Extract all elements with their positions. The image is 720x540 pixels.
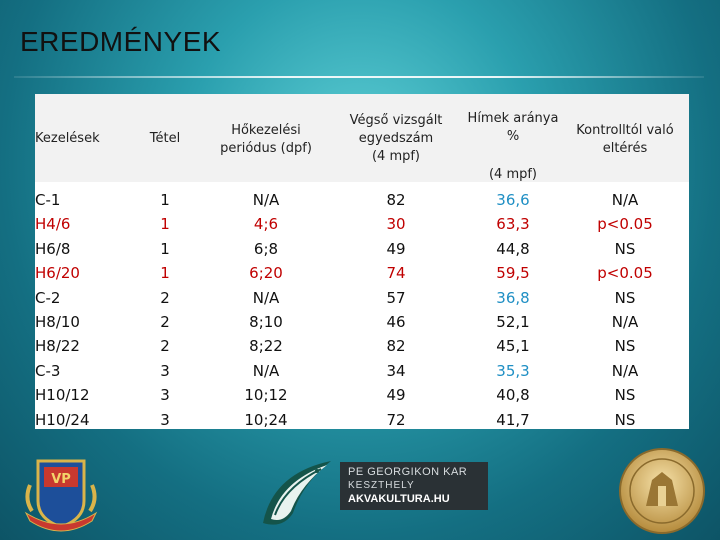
cell-periodus: 8;22: [249, 337, 283, 356]
cell-elteres: NS: [614, 386, 636, 405]
header-kontroll: [565, 122, 685, 158]
cell-periodus: 8;10: [249, 312, 283, 331]
header-hokezelesi-line2: periódus (dpf): [220, 141, 312, 156]
cell-egyedszam: 57: [386, 288, 406, 307]
header-himek-sub-text: (4 mpf): [488, 167, 538, 182]
cell-egyedszam: 74: [386, 264, 406, 283]
cell-elteres: N/A: [611, 361, 639, 380]
cell-kezeles: C-1: [35, 191, 61, 209]
cell-himek: 35,3: [496, 361, 530, 380]
cell-periodus: 6;20: [249, 264, 283, 283]
cell-elteres: NS: [614, 337, 636, 356]
header-hokezelesi-line1: Hőkezelési: [231, 123, 301, 138]
cell-egyedszam: 49: [386, 239, 406, 258]
cell-periodus: 10;12: [244, 386, 288, 405]
cell-kezeles: H8/22: [35, 337, 80, 356]
cell-himek: 41,7: [496, 410, 530, 429]
cell-egyedszam: 82: [386, 191, 406, 209]
cell-kezeles: H8/10: [35, 312, 80, 331]
cell-himek: 36,8: [496, 288, 530, 307]
cell-kezeles: H10/12: [35, 386, 90, 405]
header-vegso-line2: egyedszám: [358, 131, 434, 146]
cell-egyedszam: 49: [386, 386, 406, 405]
brand-box: [340, 462, 488, 510]
header-hokezelesi: [201, 122, 331, 158]
shield-letters: VP: [51, 472, 71, 487]
cell-elteres: N/A: [611, 191, 639, 209]
cell-egyedszam: 72: [386, 410, 406, 429]
cell-tetel: 2: [160, 312, 170, 331]
header-himek: [453, 110, 573, 146]
cell-tetel: 3: [160, 386, 170, 405]
header-tetel: [135, 130, 195, 148]
cell-elteres: p<0.05: [597, 215, 653, 234]
header-kontroll-line2: eltérés: [602, 141, 648, 156]
cell-kezeles: H6/8: [35, 239, 71, 258]
header-kezelesek: [35, 130, 115, 148]
cell-tetel: 1: [160, 239, 170, 258]
cell-himek: 44,8: [496, 239, 530, 258]
column-kezelesek: [35, 188, 125, 432]
header-tetel-text: Tétel: [149, 131, 181, 146]
cell-tetel: 2: [160, 288, 170, 307]
cell-tetel: 1: [160, 191, 170, 209]
header-kontroll-line1: Kontrolltól való: [576, 123, 674, 138]
cell-tetel: 2: [160, 337, 170, 356]
cell-himek: 63,3: [496, 215, 530, 234]
cell-elteres: NS: [614, 288, 636, 307]
cell-kezeles: C-3: [35, 361, 61, 380]
brand-line3: AKVAKULTURA.HU: [348, 493, 450, 505]
column-himek: [453, 188, 573, 432]
header-himek-sub: [453, 166, 573, 184]
fish-logo-icon: [253, 453, 338, 533]
cell-periodus: N/A: [252, 361, 280, 380]
cell-himek: 52,1: [496, 312, 530, 331]
column-egyedszam: [331, 188, 461, 432]
cell-elteres: NS: [614, 239, 636, 258]
cell-kezeles: H6/20: [35, 264, 80, 283]
cell-periodus: 6;8: [253, 239, 279, 258]
cell-periodus: 10;24: [244, 410, 288, 429]
header-vegso-line3: (4 mpf): [371, 149, 421, 164]
cell-kezeles: H4/6: [35, 215, 71, 234]
header-himek-line2: %: [506, 129, 520, 144]
header-vegso: [331, 112, 461, 166]
cell-tetel: 1: [160, 264, 170, 283]
cell-himek: 40,8: [496, 386, 530, 405]
results-table: [35, 94, 689, 429]
header-kezelesek-text: Kezelések: [35, 131, 100, 146]
cell-tetel: 1: [160, 215, 170, 234]
column-tetel: [135, 188, 195, 432]
cell-himek: 45,1: [496, 337, 530, 356]
cell-periodus: N/A: [252, 288, 280, 307]
cell-egyedszam: 46: [386, 312, 406, 331]
cell-himek: 36,6: [496, 191, 530, 209]
cell-tetel: 3: [160, 410, 170, 429]
brand-line2: KESZTHELY: [348, 480, 415, 491]
cell-egyedszam: 30: [386, 215, 406, 234]
cell-elteres: NS: [614, 410, 636, 429]
cell-kezeles: H10/24: [35, 410, 90, 429]
page-title: EREDMÉNYEK: [20, 26, 222, 57]
brand-line1: PE GEORGIKON KAR: [348, 466, 468, 478]
column-elteres: [565, 188, 685, 432]
cell-egyedszam: 82: [386, 337, 406, 356]
cell-kezeles: C-2: [35, 288, 61, 307]
cell-periodus: 4;6: [253, 215, 279, 234]
column-periodus: [201, 188, 331, 432]
cell-elteres: N/A: [611, 312, 639, 331]
header-vegso-line1: Végső vizsgált: [349, 113, 443, 128]
title-divider: [14, 76, 704, 78]
georgikon-seal-icon: [616, 446, 708, 536]
cell-elteres: p<0.05: [597, 264, 653, 283]
cell-egyedszam: 34: [386, 361, 406, 380]
university-shield-icon: [20, 455, 102, 533]
cell-periodus: N/A: [252, 191, 280, 209]
cell-tetel: 3: [160, 361, 170, 380]
header-himek-line1: Hímek aránya: [467, 111, 559, 126]
cell-himek: 59,5: [496, 264, 530, 283]
